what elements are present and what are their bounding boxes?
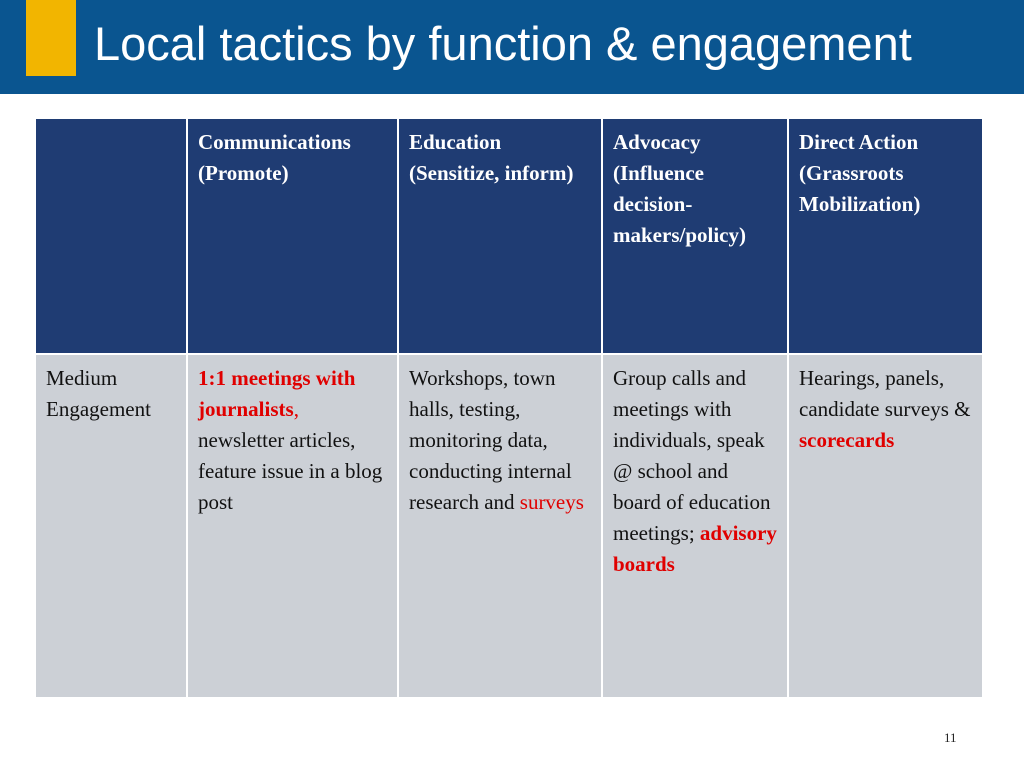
header-cell-education: Education (Sensitize, inform) bbox=[398, 118, 602, 354]
cell-education bbox=[398, 354, 602, 698]
cell-advocacy bbox=[602, 354, 788, 698]
accent-bar bbox=[26, 0, 76, 76]
slide-header bbox=[0, 0, 1024, 94]
header-cell-empty bbox=[35, 118, 187, 354]
highlight-text: scorecards bbox=[799, 428, 895, 452]
row-label: Medium Engagement bbox=[35, 354, 187, 698]
header-cell-communications: Communications (Promote) bbox=[187, 118, 398, 354]
cell-text: Workshops, town halls, testing, monitoring data, conducting internal research and bbox=[409, 366, 572, 514]
cell-text: Hearings, panels, candidate surveys & bbox=[799, 366, 971, 421]
cell-direct-action bbox=[788, 354, 983, 698]
table-header-row bbox=[35, 118, 983, 354]
cell-text: Group calls and meetings with individuals, speak @ school and board of education meetings; bbox=[613, 366, 771, 545]
page-number: 11 bbox=[944, 730, 957, 745]
cell-communications bbox=[187, 354, 398, 698]
highlight-comma: , bbox=[293, 397, 299, 421]
cell-text: newsletter articles, feature issue in a blog post bbox=[198, 428, 383, 514]
highlight-text: advisory boards bbox=[613, 521, 777, 576]
tactics-table bbox=[34, 117, 984, 699]
slide-title: Local tactics by function & engagement bbox=[94, 17, 912, 70]
table-row bbox=[35, 354, 983, 698]
header-cell-advocacy: Advocacy (Influence decision-makers/policy) bbox=[602, 118, 788, 354]
highlight-text: 1:1 meetings with journalists bbox=[198, 366, 356, 421]
header-cell-direct-action: Direct Action (Grassroots Mobilization) bbox=[788, 118, 983, 354]
highlight-text: surveys bbox=[519, 490, 584, 514]
